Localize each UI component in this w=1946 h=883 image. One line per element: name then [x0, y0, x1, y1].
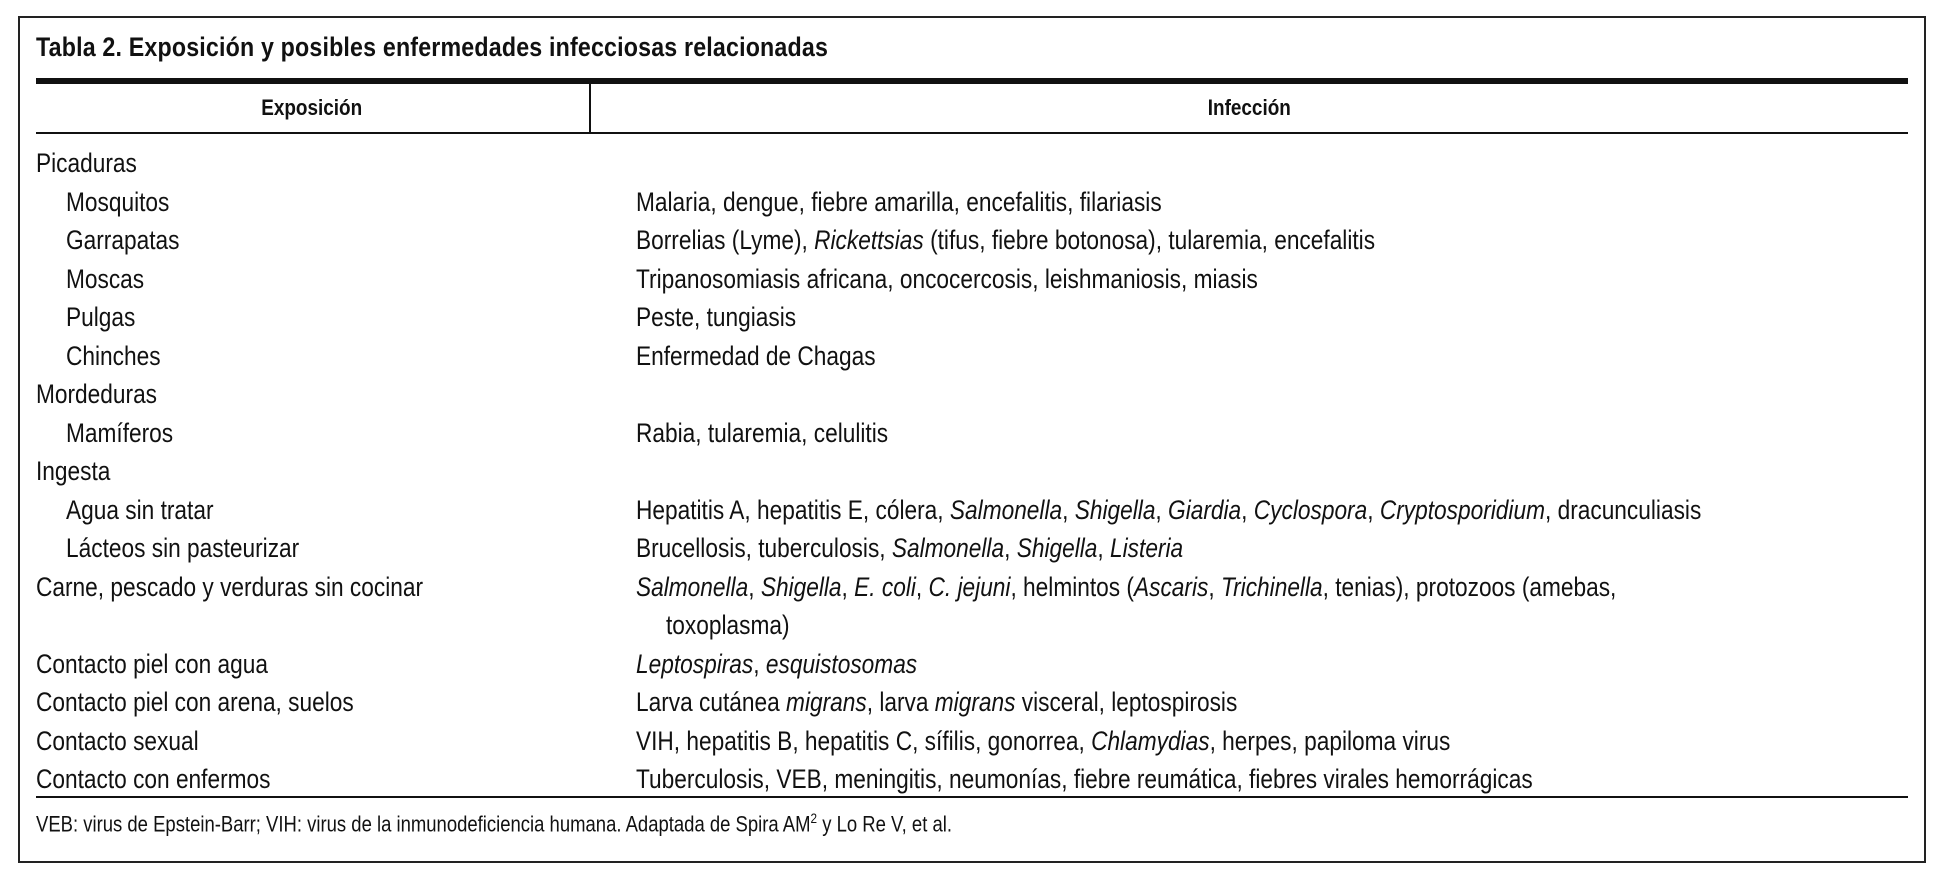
infection-cell: Borrelias (Lyme), Rickettsias (tifus, fiebre botonosa), tularemia, encefalitis	[636, 225, 1376, 255]
table-row	[36, 760, 1908, 799]
exposure-cell: Contacto piel con agua	[36, 648, 269, 679]
table-row	[36, 491, 1908, 530]
italic-term: Shigella	[1016, 533, 1098, 563]
infection-cell: Brucellosis, tuberculosis, Salmonella, Shigella, Listeria	[636, 533, 1184, 563]
table-row	[36, 568, 1908, 645]
exposure-cell: Picaduras	[36, 148, 137, 178]
italic-term: Cryptosporidium	[1379, 494, 1545, 525]
italic-term: Listeria	[1110, 533, 1184, 563]
infection-cell: Hepatitis A, hepatitis E, cólera, Salmonella, Shigella, Giardia, Cyclospora, Cryptosporidium, dracunculiasis	[636, 494, 1702, 525]
infection-cell: Leptospiras, esquistosomas	[636, 648, 918, 679]
table-row	[36, 452, 1908, 491]
infection-cell: Malaria, dengue, fiebre amarilla, encefalitis, filariasis	[636, 186, 1162, 217]
infection-cell: Tuberculosis, VEB, meningitis, neumonías, fiebre reumática, fiebres virales hemorrágicas	[636, 764, 1533, 794]
italic-term: Salmonella	[636, 571, 749, 602]
italic-term: Shigella	[760, 571, 842, 602]
exposure-cell: Contacto piel con arena, suelos	[36, 687, 354, 717]
italic-term: Giardia	[1168, 494, 1242, 525]
italic-term: Leptospiras	[636, 648, 754, 679]
exposure-cell: Moscas	[66, 263, 145, 294]
table-row	[36, 221, 1908, 260]
italic-term: Shigella	[1074, 494, 1156, 525]
column-header-exposure: Exposición	[261, 95, 363, 120]
italic-term: Trichinella	[1220, 571, 1323, 602]
infection-cell	[636, 144, 1908, 183]
table-row	[36, 144, 1908, 183]
italic-term: Cyclospora	[1253, 494, 1368, 525]
table-row	[36, 529, 1908, 568]
italic-term: migrans	[934, 687, 1016, 717]
italic-term: Rickettsias	[814, 225, 924, 255]
italic-term: Chlamydias	[1091, 725, 1210, 756]
italic-term: Ascaris	[1133, 571, 1209, 602]
table-row	[36, 414, 1908, 453]
table-row	[36, 722, 1908, 761]
exposure-cell: Carne, pescado y verduras sin cocinar	[36, 571, 424, 602]
infection-cell	[636, 452, 1908, 491]
exposure-cell: Ingesta	[36, 456, 111, 486]
exposure-cell: Contacto sexual	[36, 725, 199, 756]
column-header-infection: Infección	[1207, 95, 1291, 120]
italic-term: C. jejuni	[928, 571, 1011, 602]
table-row	[36, 645, 1908, 684]
table-row	[36, 337, 1908, 376]
table-footnote: VEB: virus de Epstein-Barr; VIH: virus de la inmunodeficiencia humana. Adaptada de Spira $AM^2$ y Lo Re V, et al.	[36, 810, 952, 837]
table-frame	[18, 16, 1926, 863]
infection-cell: Enfermedad de Chagas	[636, 340, 876, 371]
exposure-cell: Lácteos sin pasteurizar	[66, 533, 300, 563]
table-row	[36, 375, 1908, 414]
infection-cell: Salmonella, Shigella, E. coli, C. jejuni, helmintos (Ascaris, Trichinella, tenias), protozoos (amebas, toxoplasma)	[636, 571, 1617, 640]
exposure-cell: Agua sin tratar	[66, 494, 214, 525]
infection-cell: Tripanosomiasis africana, oncocercosis, leishmaniosis, miasis	[636, 263, 1258, 294]
exposure-cell: Mamíferos	[66, 417, 174, 448]
infection-cell: VIH, hepatitis B, hepatitis C, sífilis, gonorrea, Chlamydias, herpes, papiloma virus	[636, 725, 1451, 756]
table-body	[36, 144, 1908, 799]
exposure-cell: Contacto con enfermos	[36, 764, 271, 794]
table-row	[36, 183, 1908, 222]
exposure-cell: Mordeduras	[36, 379, 158, 409]
exposure-cell: Garrapatas	[66, 225, 180, 255]
italic-term: E. coli	[854, 571, 916, 602]
header-rule	[36, 132, 1908, 134]
infection-cell	[636, 375, 1908, 414]
infection-cell: Larva cutánea migrans, larva migrans visceral, leptospirosis	[636, 687, 1238, 717]
table-title: Tabla 2. Exposición y posibles enfermedades infecciosas relacionadas	[36, 32, 829, 62]
table-row	[36, 683, 1908, 722]
bottom-rule	[36, 796, 1908, 798]
italic-term: Salmonella	[891, 533, 1005, 563]
exposure-cell: Mosquitos	[66, 186, 170, 217]
table-row	[36, 298, 1908, 337]
exposure-cell: Pulgas	[66, 302, 136, 332]
italic-term: Salmonella	[949, 494, 1063, 525]
italic-term: migrans	[786, 687, 867, 717]
exposure-cell: Chinches	[66, 340, 161, 371]
table-row	[36, 260, 1908, 299]
infection-cell: Peste, tungiasis	[636, 302, 797, 332]
infection-cell: Rabia, tularemia, celulitis	[636, 417, 889, 448]
italic-term: esquistosomas	[765, 648, 918, 679]
